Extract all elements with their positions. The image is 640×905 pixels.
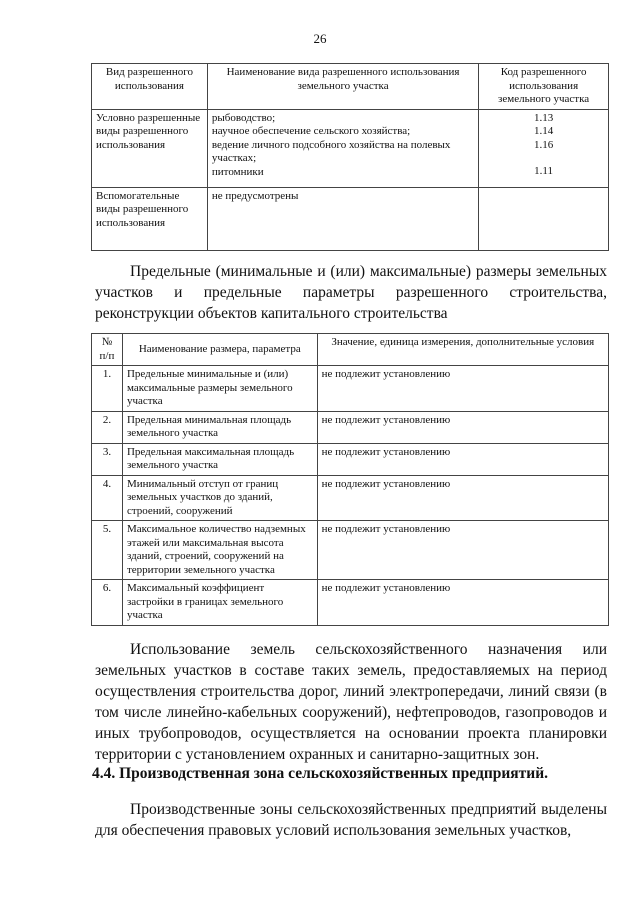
row-number: 4. xyxy=(92,475,123,521)
use-code: 1.16 xyxy=(533,138,554,151)
row-number: 5. xyxy=(92,521,123,580)
size-parameters-table xyxy=(91,333,609,626)
use-name-line: питомники xyxy=(211,165,264,178)
parameter-value: не подлежит установлению xyxy=(317,366,608,412)
row-number: 1. xyxy=(92,366,123,412)
table-row xyxy=(92,580,609,626)
parameter-name: Предельная максимальная площадь земельного участка xyxy=(122,443,317,475)
section-heading: 4.4. Производственная зона сельскохозяйственных предприятий. xyxy=(91,765,549,782)
table-row xyxy=(92,521,609,580)
table-row xyxy=(92,411,609,443)
use-code: 1.14 xyxy=(533,125,554,137)
parameter-name: Минимальный отступ от границ земельных участков до зданий, строений, сооружений xyxy=(122,475,317,521)
parameter-name: Предельные минимальные и (или) максимальные размеры земельного участка xyxy=(122,366,317,412)
table-row xyxy=(92,443,609,475)
column-header-parameter: Наименование размера, параметра xyxy=(122,334,317,366)
permitted-use-table xyxy=(91,63,609,251)
parameter-value: не подлежит установлению xyxy=(317,521,608,580)
use-code: 1.11 xyxy=(534,165,554,177)
use-name-cell xyxy=(207,109,478,187)
use-type-cell: Вспомогательные виды разрешенного использования xyxy=(92,187,208,250)
column-header-value: Значение, единица измерения, дополнительные условия xyxy=(317,334,608,366)
column-header-use-type: Вид разрешенного использования xyxy=(92,64,208,110)
row-number: 2. xyxy=(92,411,123,443)
column-header-number: № п/п xyxy=(92,334,123,366)
parameter-value: не подлежит установлению xyxy=(317,411,608,443)
table-header-row xyxy=(92,64,609,110)
use-code-cell xyxy=(479,109,609,187)
parameter-value: не подлежит установлению xyxy=(317,475,608,521)
parameter-name: Максимальное количество надземных этажей или максимальная высота зданий, строений, сооружений на территории земельного участка xyxy=(122,521,317,580)
use-type-cell: Условно разрешенные виды разрешенного использования xyxy=(92,109,208,187)
use-name-line: научное обеспечение сельского хозяйства; xyxy=(211,125,411,137)
limits-intro-paragraph: Предельные (минимальные и (или) максимальные) размеры земельных участков и предельные параметры разрешенного строительства, реконструкции объектов капитального строительства xyxy=(95,263,607,322)
table-row xyxy=(92,109,609,187)
use-code-cell xyxy=(479,187,609,250)
row-number: 6. xyxy=(92,580,123,626)
production-zone-paragraph: Производственные зоны сельскохозяйственных предприятий выделены для обеспечения правовых условий использования земельных участков, xyxy=(95,801,607,839)
page-number: 26 xyxy=(313,31,327,46)
column-header-use-code: Код разрешенного использования земельного участка xyxy=(479,64,609,110)
use-name-line: ведение личного подсобного хозяйства на полевых участках; xyxy=(211,138,451,164)
table-row xyxy=(92,187,609,250)
table-header-row xyxy=(92,334,609,366)
row-number: 3. xyxy=(92,443,123,475)
use-name-line: рыбоводство; xyxy=(211,111,276,124)
parameter-name: Предельная минимальная площадь земельного участка xyxy=(122,411,317,443)
land-use-paragraph: Использование земель сельскохозяйственного назначения или земельных участков в составе таких земель, предоставляемых на период осуществления строительства дорог, линий электропередачи, линий связи (в том числе линейно-кабельных сооружений), нефтепроводов, газопроводов и иных трубопроводов, осуществляется на основании проекта планировки территории с установлением охранных и санитарно-защитных зон. xyxy=(95,641,607,763)
use-name-cell: не предусмотрены xyxy=(207,187,478,250)
column-header-use-name: Наименование вида разрешенного использования земельного участка xyxy=(207,64,478,110)
table-row xyxy=(92,475,609,521)
table-row xyxy=(92,366,609,412)
use-code: 1.13 xyxy=(533,111,554,124)
parameter-name: Максимальный коэффициент застройки в границах земельного участка xyxy=(122,580,317,626)
parameter-value: не подлежит установлению xyxy=(317,443,608,475)
parameter-value: не подлежит установлению xyxy=(317,580,608,626)
